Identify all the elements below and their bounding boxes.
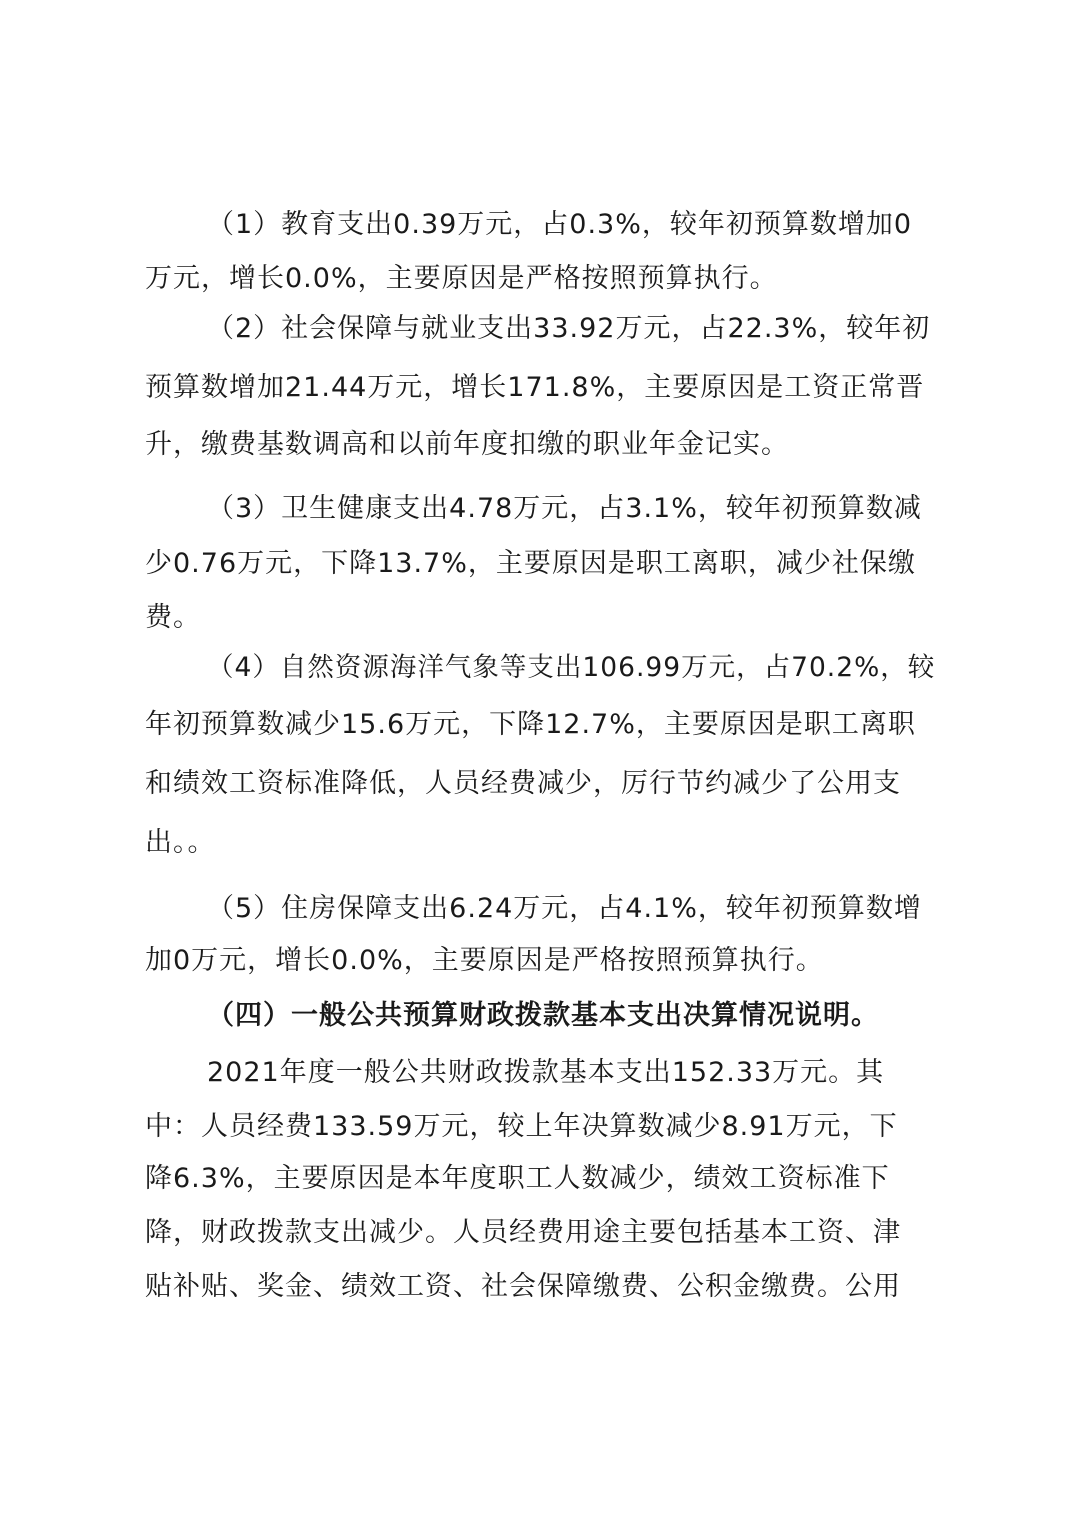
text-line: 2021年度一般公共财政拨款基本支出152.33万元。其 — [207, 1057, 885, 1088]
text-line: 贴补贴、奖金、绩效工资、社会保障缴费、公积金缴费。公用 — [145, 1271, 901, 1302]
text-line: 中：人员经费133.59万元，较上年决算数减少8.91万元，下 — [145, 1111, 898, 1142]
text-line: 降，财政拨款支出减少。人员经费用途主要包括基本工资、津 — [145, 1217, 901, 1248]
text-line: （2）社会保障与就业支出33.92万元，占22.3%，较年初 — [207, 313, 931, 344]
text-line: 年初预算数减少15.6万元，下降12.7%，主要原因是职工离职 — [145, 709, 916, 740]
text-line: （5）住房保障支出6.24万元，占4.1%，较年初预算数增 — [207, 893, 922, 924]
text-line: 和绩效工资标准降低，人员经费减少，厉行节约减少了公用支 — [145, 768, 901, 799]
text-line: 降6.3%，主要原因是本年度职工人数减少，绩效工资标准下 — [145, 1163, 890, 1194]
text-line: 少0.76万元，下降13.7%，主要原因是职工离职，减少社保缴 — [145, 548, 916, 579]
text-line: 万元，增长0.0%，主要原因是严格按照预算执行。 — [145, 263, 778, 294]
text-line: 升，缴费基数调高和以前年度扣缴的职业年金记实。 — [145, 429, 789, 460]
text-line: （3）卫生健康支出4.78万元，占3.1%，较年初预算数减 — [207, 493, 922, 524]
text-line: （1）教育支出0.39万元，占0.3%，较年初预算数增加0 — [207, 209, 913, 240]
text-line: 加0万元，增长0.0%，主要原因是严格按照预算执行。 — [145, 945, 824, 976]
text-line: （4）自然资源海洋气象等支出106.99万元，占70.2%，较 — [207, 652, 936, 683]
text-line: 出。。 — [145, 827, 216, 858]
text-line: 费。 — [145, 602, 201, 633]
section-heading: （四）一般公共预算财政拨款基本支出决算情况说明。 — [207, 1000, 879, 1031]
text-line: 预算数增加21.44万元，增长171.8%，主要原因是工资正常晋 — [145, 372, 925, 403]
